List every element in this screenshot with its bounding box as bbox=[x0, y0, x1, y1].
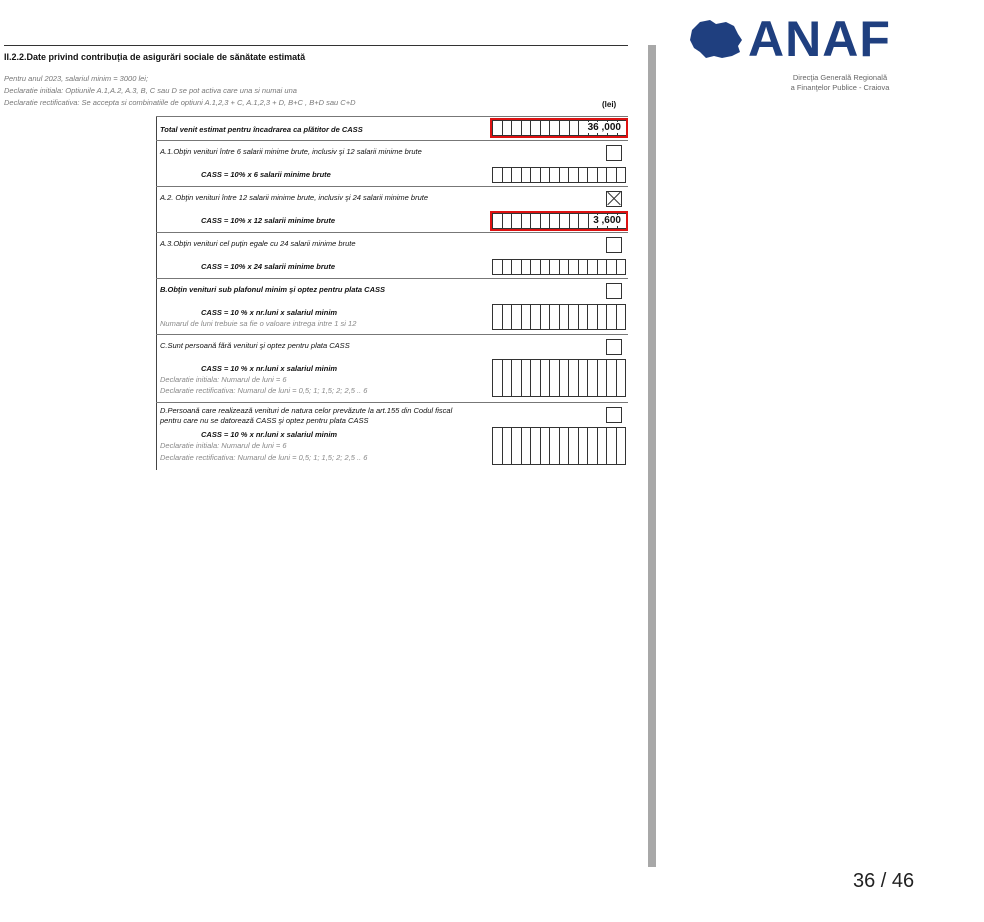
option-a1-formula: CASS = 10% x 6 salarii minime brute bbox=[201, 170, 331, 179]
option-d-label-line1: D.Persoană care realizează venituri de natura celor prevăzute la art.155 din Codul fiscal bbox=[160, 406, 453, 415]
romania-map-icon bbox=[686, 16, 744, 62]
option-a3-checkbox[interactable] bbox=[606, 237, 622, 253]
logo-subtitle-2: a Finanţelor Publice - Craiova bbox=[790, 83, 890, 92]
total-row bbox=[156, 116, 628, 139]
note-line-2: Declaratie initiala: Optiunile A.1,A.2, A.3, B, C sau D se pot activa care una si numai una bbox=[4, 86, 297, 95]
option-c-field[interactable] bbox=[492, 359, 626, 397]
unit-label: (lei) bbox=[602, 100, 617, 109]
option-d-checkbox[interactable] bbox=[606, 407, 622, 423]
note-line-1: Pentru anul 2023, salariul minim = 3000 lei; bbox=[4, 74, 149, 83]
section-rule bbox=[4, 45, 628, 46]
logo-wordmark: ANAF bbox=[748, 11, 891, 67]
option-c-note-rectif: Declaratie rectificativa: Numarul de luni = 0,5; 1; 1,5; 2; 2,5 .. 6 bbox=[160, 386, 368, 395]
option-a1-field[interactable] bbox=[492, 167, 626, 183]
option-a2-field[interactable] bbox=[492, 213, 626, 229]
option-a2-checkbox[interactable] bbox=[606, 191, 622, 207]
option-b-field[interactable] bbox=[492, 304, 626, 330]
option-a3-label: A.3.Obţin venituri cel puţin egale cu 24 salarii minime brute bbox=[160, 239, 356, 248]
option-a2-label: A.2. Obţin venituri între 12 salarii minime brute, inclusiv şi 24 salarii minime brute bbox=[160, 193, 429, 202]
option-d-formula: CASS = 10 % x nr.luni x salariul minim bbox=[201, 430, 338, 439]
option-b-note: Numarul de luni trebuie sa fie o valoare intrega intre 1 si 12 bbox=[160, 319, 357, 328]
option-a1-row bbox=[156, 140, 628, 187]
option-a2-row bbox=[156, 186, 628, 233]
option-a3-row bbox=[156, 232, 628, 279]
option-d-note-rectif: Declaratie rectificativa: Numarul de luni = 0,5; 1; 1,5; 2; 2,5 .. 6 bbox=[160, 453, 368, 462]
option-c-checkbox[interactable] bbox=[606, 339, 622, 355]
vertical-divider bbox=[648, 45, 656, 867]
option-b-label: B.Obţin venituri sub plafonul minim şi optez pentru plata CASS bbox=[160, 285, 386, 294]
option-a2-formula: CASS = 10% x 12 salarii minime brute bbox=[201, 216, 336, 225]
option-b-row bbox=[156, 278, 628, 335]
logo-subtitle-1: Direcţia Generală Regională bbox=[792, 73, 888, 82]
option-b-checkbox[interactable] bbox=[606, 283, 622, 299]
total-label: Total venit estimat pentru încadrarea ca plătitor de CASS bbox=[160, 125, 363, 134]
option-a3-field[interactable] bbox=[492, 259, 626, 275]
option-c-note-initial: Declaratie initiala: Numarul de luni = 6 bbox=[160, 375, 287, 384]
option-d-row bbox=[156, 402, 628, 471]
option-b-formula: CASS = 10 % x nr.luni x salariul minim bbox=[201, 308, 338, 317]
option-a2-value: 3 ,600 bbox=[593, 215, 621, 226]
option-a1-checkbox[interactable] bbox=[606, 145, 622, 161]
anaf-logo bbox=[686, 10, 938, 90]
option-c-row bbox=[156, 334, 628, 401]
option-c-formula: CASS = 10 % x nr.luni x salariul minim bbox=[201, 364, 338, 373]
section-title: II.2.2.Date privind contribuția de asigurări sociale de sănătate estimată bbox=[4, 52, 306, 62]
total-income-field[interactable] bbox=[492, 120, 626, 136]
option-d-field[interactable] bbox=[492, 427, 626, 465]
page-counter: 36 / 46 bbox=[853, 870, 915, 892]
total-income-value: 36 ,000 bbox=[587, 122, 621, 133]
option-a3-formula: CASS = 10% x 24 salarii minime brute bbox=[201, 262, 336, 271]
option-a1-label: A.1.Obţin venituri între 6 salarii minime brute, inclusiv şi 12 salarii minime brute bbox=[160, 147, 422, 156]
option-c-label: C.Sunt persoană fără venituri şi optez pentru plata CASS bbox=[160, 341, 350, 350]
option-d-label-line2: pentru care nu se datorează CASS şi optez pentru plata CASS bbox=[160, 416, 369, 425]
option-d-note-initial: Declaratie initiala: Numarul de luni = 6 bbox=[160, 441, 287, 450]
note-line-3: Declaratie rectificativa: Se accepta si combinatiile de optiuni A.1,2,3 + C, A.1,2,3 + D, B+C , B+D sau C+D bbox=[4, 98, 356, 107]
